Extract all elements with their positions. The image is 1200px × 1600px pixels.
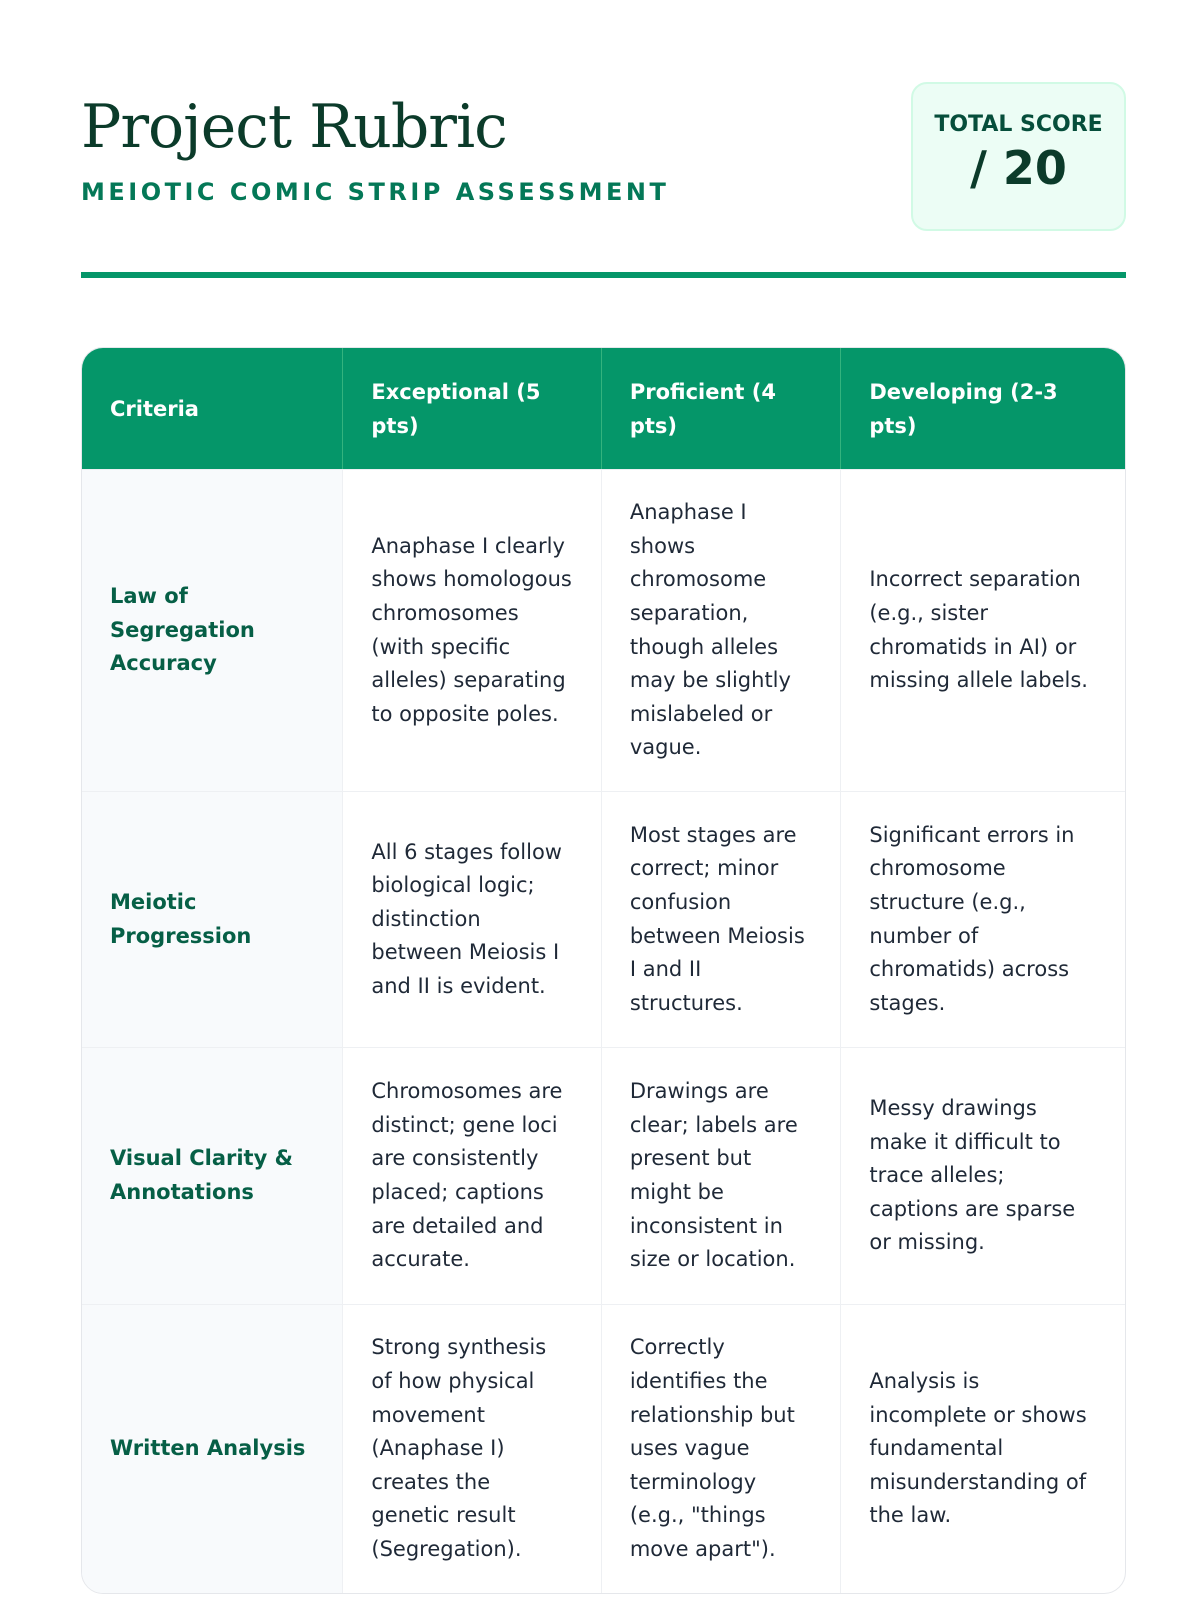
criteria-cell: Law of Segregation Accuracy <box>82 469 343 791</box>
criteria-cell: Meiotic Progression <box>82 791 343 1047</box>
proficient-cell: Correctly identifies the relationship but uses vague terminology (e.g., "things move apart"). <box>602 1304 842 1593</box>
developing-cell: Incorrect separation (e.g., sister chromatids in AI) or missing allele labels. <box>841 469 1125 791</box>
exceptional-cell: All 6 stages follow biological logic; distinction between Meiosis I and II is evident. <box>343 791 601 1047</box>
criteria-cell: Visual Clarity & Annotations <box>82 1047 343 1304</box>
page-subtitle: MEIOTIC COMIC STRIP ASSESSMENT <box>81 178 670 206</box>
developing-cell: Analysis is incomplete or shows fundamental misunderstanding of the law. <box>841 1304 1125 1593</box>
table-row <box>82 469 1125 791</box>
page-title: Project Rubric <box>81 92 507 162</box>
column-header-developing: Developing (2-3 pts) <box>841 348 1125 469</box>
column-header-proficient: Proficient (4 pts) <box>602 348 842 469</box>
total-score-label: TOTAL SCORE <box>934 112 1103 137</box>
table-row <box>82 1304 1125 1593</box>
total-score-box <box>911 82 1126 231</box>
criteria-cell: Written Analysis <box>82 1304 343 1593</box>
proficient-cell: Anaphase I shows chromosome separation, though alleles may be slightly mislabeled or vague. <box>602 469 842 791</box>
column-header-exceptional: Exceptional (5 pts) <box>343 348 601 469</box>
header-divider <box>81 272 1126 278</box>
table-row <box>82 1047 1125 1304</box>
exceptional-cell: Anaphase I clearly shows homologous chromosomes (with specific alleles) separating to opposite poles. <box>343 469 601 791</box>
table-row <box>82 791 1125 1047</box>
developing-cell: Significant errors in chromosome structure (e.g., number of chromatids) across stages. <box>841 791 1125 1047</box>
total-score-value: / 20 <box>970 141 1067 195</box>
proficient-cell: Drawings are clear; labels are present but might be inconsistent in size or location. <box>602 1047 842 1304</box>
developing-cell: Messy drawings make it difficult to trace alleles; captions are sparse or missing. <box>841 1047 1125 1304</box>
exceptional-cell: Chromosomes are distinct; gene loci are consistently placed; captions are detailed and accurate. <box>343 1047 601 1304</box>
proficient-cell: Most stages are correct; minor confusion between Meiosis I and II structures. <box>602 791 842 1047</box>
exceptional-cell: Strong synthesis of how physical movement (Anaphase I) creates the genetic result (Segregation). <box>343 1304 601 1593</box>
rubric-table <box>81 347 1126 1594</box>
table-header-row <box>82 348 1125 469</box>
column-header-criteria: Criteria <box>82 348 343 469</box>
